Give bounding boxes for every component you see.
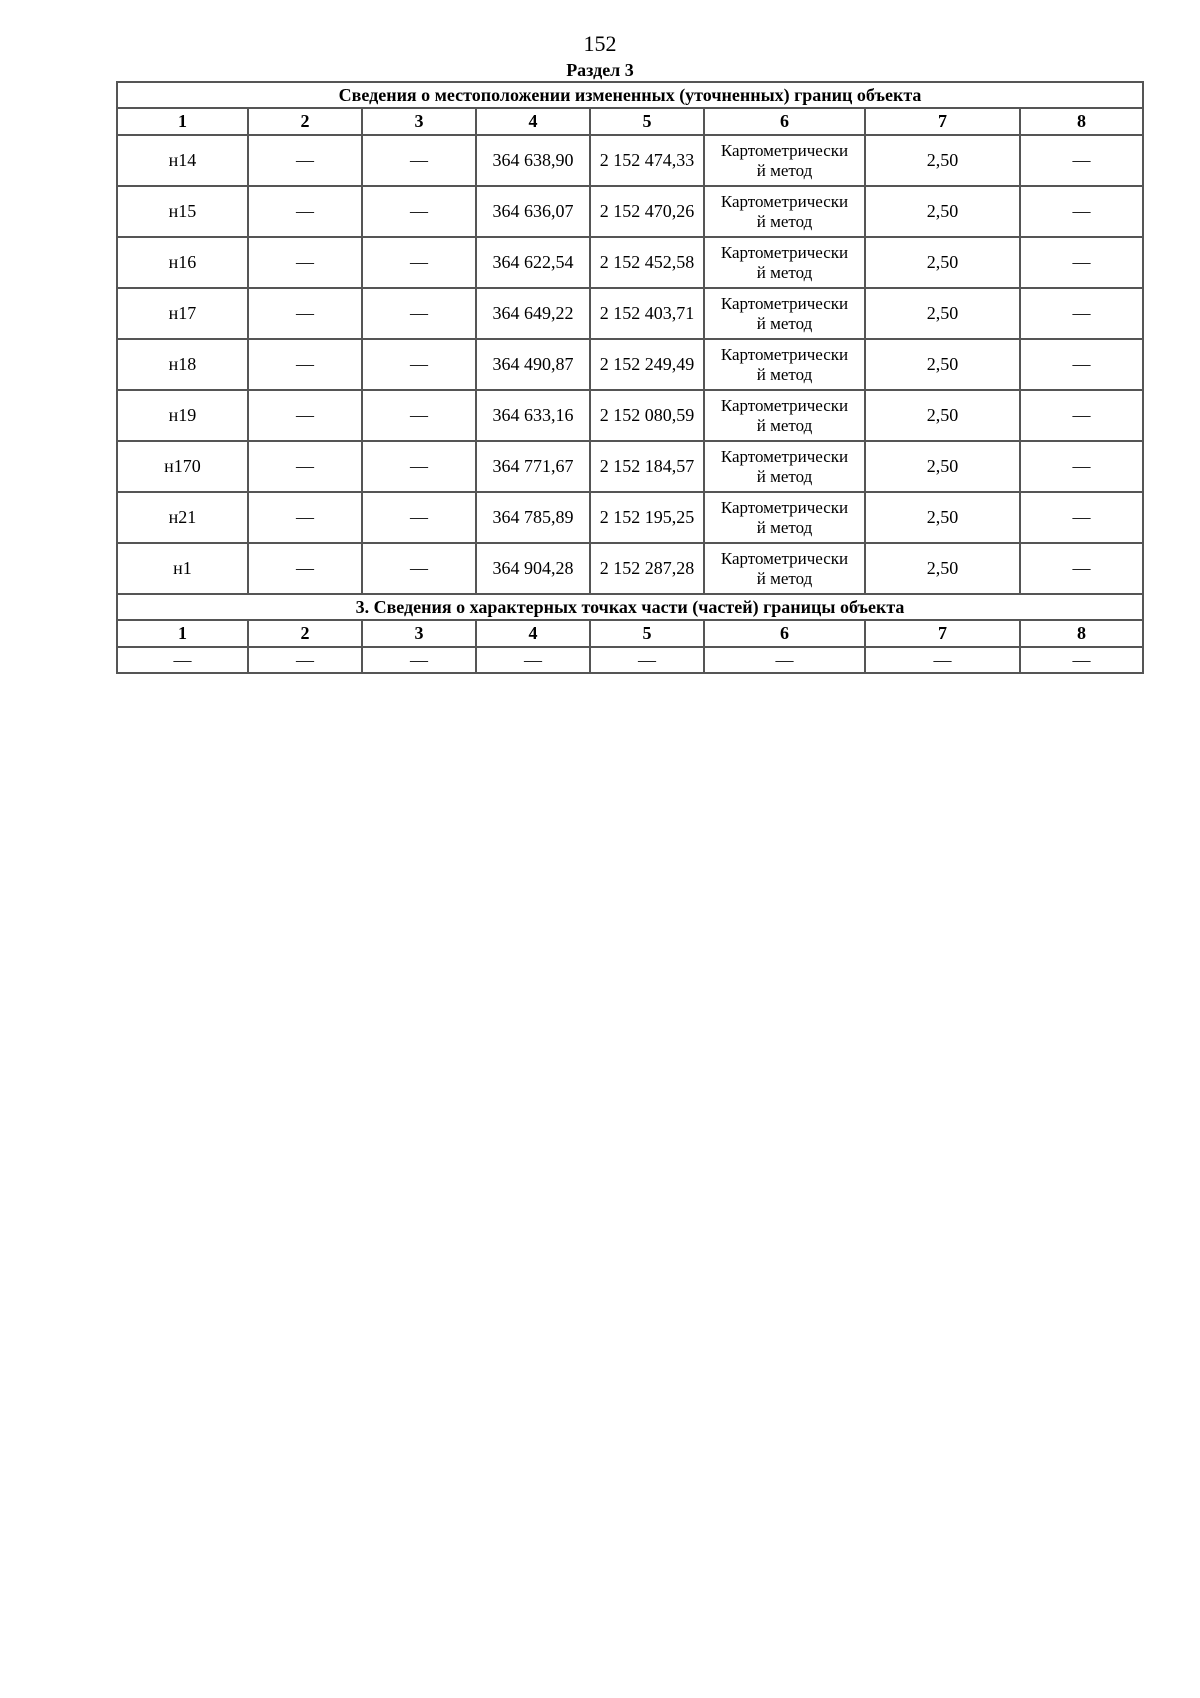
accuracy: 2,50 <box>865 339 1020 390</box>
method-line-1: Картометрически <box>720 242 849 262</box>
accuracy: 2,50 <box>865 492 1020 543</box>
coordinate-x: 364 638,90 <box>476 135 590 186</box>
accuracy: 2,50 <box>865 543 1020 594</box>
coordinate-x: 364 904,28 <box>476 543 590 594</box>
point-name: н17 <box>117 288 248 339</box>
method-cell <box>704 492 865 543</box>
method-cell <box>704 543 865 594</box>
method-line-1: Картометрически <box>720 344 849 364</box>
table-row <box>117 441 1143 492</box>
point-name: н14 <box>117 135 248 186</box>
cell-dash: — <box>362 390 476 441</box>
table-row <box>117 339 1143 390</box>
column-header: 2 <box>248 108 362 135</box>
point-name: н18 <box>117 339 248 390</box>
method-line-2: й метод <box>756 262 813 282</box>
column-header: 1 <box>117 108 248 135</box>
cell-dash: — <box>248 492 362 543</box>
point-name: н1 <box>117 543 248 594</box>
cell-dash: — <box>248 288 362 339</box>
coordinate-y: 2 152 184,57 <box>590 441 704 492</box>
accuracy: 2,50 <box>865 186 1020 237</box>
table-caption-row <box>117 594 1143 620</box>
cell-dash: — <box>248 237 362 288</box>
column-header: 7 <box>865 620 1020 647</box>
table-row <box>117 288 1143 339</box>
cell-dash: — <box>248 186 362 237</box>
page-number: 152 <box>583 31 617 56</box>
table-caption-row <box>117 82 1143 108</box>
coordinate-y: 2 152 452,58 <box>590 237 704 288</box>
method-cell <box>704 390 865 441</box>
cell-dash: — <box>1020 288 1143 339</box>
cell-dash: — <box>1020 441 1143 492</box>
accuracy: 2,50 <box>865 288 1020 339</box>
cell-dash: — <box>362 647 476 673</box>
point-name: н16 <box>117 237 248 288</box>
method-line-2: й метод <box>756 517 813 537</box>
column-header-row <box>117 620 1143 647</box>
method-line-1: Картометрически <box>720 395 849 415</box>
table-row <box>117 647 1143 673</box>
column-header: 3 <box>362 620 476 647</box>
cell-dash: — <box>590 647 704 673</box>
column-header: 6 <box>704 108 865 135</box>
cell-dash: — <box>248 441 362 492</box>
method-line-2: й метод <box>756 313 813 333</box>
method-line-2: й метод <box>756 415 813 435</box>
coordinate-x: 364 771,67 <box>476 441 590 492</box>
method-line-1: Картометрически <box>720 497 849 517</box>
cell-dash: — <box>117 647 248 673</box>
cell-dash: — <box>362 237 476 288</box>
cell-dash: — <box>865 647 1020 673</box>
coordinate-x: 364 490,87 <box>476 339 590 390</box>
section-title: Раздел 3 <box>566 60 634 80</box>
method-line-1: Картометрически <box>720 446 849 466</box>
cell-dash: — <box>248 647 362 673</box>
cell-dash: — <box>362 288 476 339</box>
method-cell <box>704 441 865 492</box>
cell-dash: — <box>704 647 865 673</box>
table-row <box>117 492 1143 543</box>
point-name: н170 <box>117 441 248 492</box>
method-line-1: Картометрически <box>720 548 849 568</box>
coordinate-x: 364 785,89 <box>476 492 590 543</box>
table-row <box>117 543 1143 594</box>
cell-dash: — <box>248 135 362 186</box>
column-header: 7 <box>865 108 1020 135</box>
coordinate-y: 2 152 474,33 <box>590 135 704 186</box>
table-caption: 3. Сведения о характерных точках части (частей) границы объекта <box>117 594 1143 620</box>
cell-dash: — <box>1020 492 1143 543</box>
column-header: 8 <box>1020 108 1143 135</box>
accuracy: 2,50 <box>865 390 1020 441</box>
table-row <box>117 135 1143 186</box>
column-header: 1 <box>117 620 248 647</box>
method-line-2: й метод <box>756 466 813 486</box>
table-row <box>117 237 1143 288</box>
column-header-row <box>117 108 1143 135</box>
cell-dash: — <box>362 186 476 237</box>
coordinate-y: 2 152 195,25 <box>590 492 704 543</box>
method-cell <box>704 186 865 237</box>
table-row <box>117 186 1143 237</box>
cell-dash: — <box>362 543 476 594</box>
column-header: 3 <box>362 108 476 135</box>
method-line-1: Картометрически <box>720 140 849 160</box>
accuracy: 2,50 <box>865 441 1020 492</box>
method-line-1: Картометрически <box>720 293 849 313</box>
column-header: 4 <box>476 108 590 135</box>
column-header: 2 <box>248 620 362 647</box>
column-header: 8 <box>1020 620 1143 647</box>
coordinate-y: 2 152 287,28 <box>590 543 704 594</box>
method-line-2: й метод <box>756 568 813 588</box>
point-name: н19 <box>117 390 248 441</box>
method-cell <box>704 339 865 390</box>
coordinate-x: 364 636,07 <box>476 186 590 237</box>
point-name: н15 <box>117 186 248 237</box>
column-header: 6 <box>704 620 865 647</box>
cell-dash: — <box>1020 543 1143 594</box>
table-row <box>117 390 1143 441</box>
point-name: н21 <box>117 492 248 543</box>
method-line-2: й метод <box>756 364 813 384</box>
cell-dash: — <box>1020 390 1143 441</box>
cell-dash: — <box>1020 186 1143 237</box>
cell-dash: — <box>1020 237 1143 288</box>
coordinate-y: 2 152 403,71 <box>590 288 704 339</box>
column-header: 5 <box>590 620 704 647</box>
coordinate-x: 364 633,16 <box>476 390 590 441</box>
column-header: 4 <box>476 620 590 647</box>
accuracy: 2,50 <box>865 135 1020 186</box>
coordinate-y: 2 152 470,26 <box>590 186 704 237</box>
cell-dash: — <box>1020 647 1143 673</box>
coordinate-x: 364 649,22 <box>476 288 590 339</box>
table-caption: Сведения о местоположении измененных (уточненных) границ объекта <box>117 82 1143 108</box>
cell-dash: — <box>1020 135 1143 186</box>
method-cell <box>704 288 865 339</box>
method-cell <box>704 135 865 186</box>
cell-dash: — <box>248 390 362 441</box>
cell-dash: — <box>248 543 362 594</box>
cell-dash: — <box>476 647 590 673</box>
cell-dash: — <box>362 441 476 492</box>
coordinate-y: 2 152 249,49 <box>590 339 704 390</box>
accuracy: 2,50 <box>865 237 1020 288</box>
method-line-2: й метод <box>756 160 813 180</box>
method-line-1: Картометрически <box>720 191 849 211</box>
cell-dash: — <box>362 135 476 186</box>
column-header: 5 <box>590 108 704 135</box>
cell-dash: — <box>362 492 476 543</box>
boundary-coordinates-table <box>116 81 1144 674</box>
method-line-2: й метод <box>756 211 813 231</box>
cell-dash: — <box>1020 339 1143 390</box>
method-cell <box>704 237 865 288</box>
coordinate-y: 2 152 080,59 <box>590 390 704 441</box>
cell-dash: — <box>362 339 476 390</box>
coordinate-x: 364 622,54 <box>476 237 590 288</box>
cell-dash: — <box>248 339 362 390</box>
